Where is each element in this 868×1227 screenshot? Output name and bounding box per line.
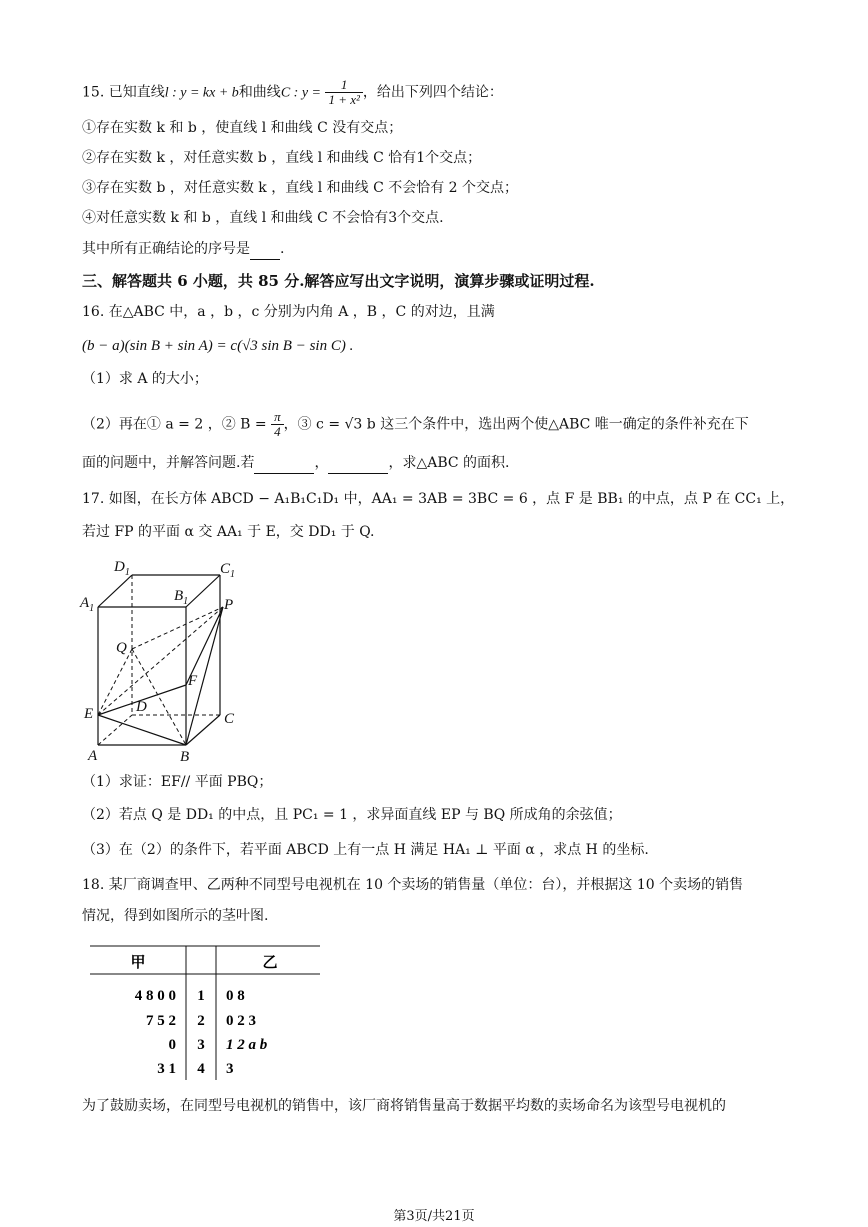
q15-stem-pre: 15. 已知直线 bbox=[82, 84, 165, 101]
q15-frac-num: 1 bbox=[325, 78, 362, 93]
q18-tail: 为了鼓励卖场，在同型号电视机的销售中，该厂商将销售量高于数据平均数的卖场命名为该型号电视机的 bbox=[82, 1098, 726, 1114]
q16-blank-2[interactable] bbox=[328, 453, 388, 474]
label-Q: Q bbox=[116, 640, 127, 656]
row1-left-leaves: 4 8 0 0 bbox=[134, 988, 176, 1004]
q17-part-3: （3）在（2）的条件下，若平面 ABCD 上有一点 H 满足 HA₁ ⊥ 平面 α ，求点 H 的坐标. bbox=[82, 842, 649, 858]
stem-leaf-plot bbox=[90, 940, 330, 1085]
q15-fraction bbox=[325, 78, 362, 107]
edge-AD-hidden bbox=[98, 715, 132, 745]
q15-conclusion-4: ④对任意实数 k 和 b ，直线 l 和曲线 C 不会恰有3个交点. bbox=[82, 210, 444, 226]
q16-frac-den: 4 bbox=[274, 424, 281, 439]
label-P: P bbox=[224, 597, 234, 613]
q16-part-2-line2 bbox=[82, 453, 510, 474]
cuboid-figure bbox=[78, 553, 248, 763]
q16-sep: ， bbox=[314, 455, 329, 471]
row3-stem: 3 bbox=[197, 1037, 205, 1053]
q15-frac-den: 1 + x² bbox=[328, 92, 360, 107]
q15-mid: 和曲线 bbox=[238, 84, 281, 101]
q16-part-2 bbox=[82, 410, 749, 439]
q17-part-2: （2）若点 Q 是 DD₁ 的中点，且 PC₁ = 1 ，求异面直线 EP 与 BQ 所成角的余弦值； bbox=[82, 807, 622, 823]
q15-ask-end: . bbox=[280, 241, 285, 257]
row1-stem: 1 bbox=[197, 988, 205, 1004]
q15-ask bbox=[82, 239, 284, 260]
q15-stem-post: ，给出下列四个结论： bbox=[362, 84, 503, 101]
edge-A1D1 bbox=[98, 575, 132, 607]
label-B1: $B_1$ bbox=[174, 588, 189, 607]
row2-left-leaves: 7 5 2 bbox=[146, 1013, 176, 1029]
q15-curve-expr: C : y = bbox=[280, 85, 321, 101]
q16-stem: 16. 在△ABC 中，a ，b ，c 分别为内角 A ，B ，C 的对边，且满 bbox=[82, 304, 495, 320]
section-3-title: 三、解答题共 6 小题，共 85 分.解答应写出文字说明，演算步骤或证明过程. bbox=[82, 272, 595, 290]
segment-QB-hidden bbox=[132, 649, 186, 745]
q16-p2-pre: （2）再在① a = 2 ，② B = bbox=[82, 416, 267, 433]
page-footer: 第3页/共21页 bbox=[393, 1209, 475, 1224]
row2-stem: 2 bbox=[197, 1013, 205, 1029]
row3-right-leaves: 1 2 a b bbox=[226, 1037, 268, 1053]
label-E: E bbox=[84, 706, 94, 722]
q16-blank-1[interactable] bbox=[254, 453, 314, 474]
label-A: A bbox=[88, 748, 98, 763]
segment-QP-hidden bbox=[132, 607, 223, 649]
row3-left-leaves: 0 bbox=[168, 1037, 176, 1053]
q15-ask-text: 其中所有正确结论的序号是 bbox=[82, 241, 250, 257]
q15-stem bbox=[82, 78, 503, 107]
q16-equation: (b − a)(sin B + sin A) = c(√3 sin B − sin C) . bbox=[82, 338, 354, 354]
row4-left-leaves: 3 1 bbox=[157, 1061, 176, 1077]
segment-EB bbox=[98, 715, 186, 745]
label-C: C bbox=[224, 711, 235, 727]
row1-right-leaves: 0 8 bbox=[226, 988, 245, 1004]
edge-BC bbox=[186, 715, 220, 745]
q18-stem: 18. 某厂商调查甲、乙两种不同型号电视机在 10 个卖场的销售量（单位：台），并根据这 10 个卖场的销售 bbox=[82, 877, 744, 893]
label-F: F bbox=[188, 673, 198, 689]
label-B: B bbox=[180, 749, 190, 763]
q16-fraction bbox=[271, 410, 284, 439]
q15-conclusion-2: ②存在实数 k ，对任意实数 b ，直线 l 和曲线 C 恰有1个交点； bbox=[82, 150, 482, 166]
q18-stem-2: 情况，得到如图所示的茎叶图. bbox=[82, 908, 269, 924]
row4-stem: 4 bbox=[197, 1061, 205, 1077]
q15-conclusion-1: ①存在实数 k 和 b ，使直线 l 和曲线 C 没有交点； bbox=[82, 120, 403, 136]
header-jia: 甲 bbox=[130, 955, 146, 971]
q16-part-1: （1）求 A 的大小； bbox=[82, 371, 208, 387]
label-C1: $C_1$ bbox=[220, 561, 236, 580]
q15-conclusion-3: ③存在实数 b ，对任意实数 k ，直线 l 和曲线 C 不会恰有 2 个交点； bbox=[82, 180, 519, 196]
q15-answer-blank[interactable] bbox=[250, 239, 280, 260]
q17-part-1: （1）求证：EF// 平面 PBQ； bbox=[82, 774, 273, 790]
edge-B1C1 bbox=[186, 575, 220, 607]
q16-frac-num: π bbox=[271, 410, 284, 425]
q17-stem: 17. 如图，在长方体 ABCD − A₁B₁C₁D₁ 中，AA₁ = 3AB = 3BC = 6 ，点 F 是 BB₁ 的中点，点 P 在 CC₁ 上， bbox=[82, 491, 795, 507]
row2-right-leaves: 0 2 3 bbox=[226, 1013, 256, 1029]
label-D1: $D_1$ bbox=[114, 559, 130, 578]
q16-p2-line2-pre: 面的问题中，并解答问题.若 bbox=[82, 455, 255, 471]
row4-right-leaves: 3 bbox=[226, 1061, 234, 1077]
q15-line-expr: l : y = kx + b bbox=[164, 85, 239, 101]
q17-stem-2: 若过 FP 的平面 α 交 AA₁ 于 E，交 DD₁ 于 Q. bbox=[82, 524, 375, 540]
label-D: D bbox=[136, 699, 147, 715]
header-yi: 乙 bbox=[262, 955, 278, 971]
q16-p2-post: ，③ c = √3 b 这三个条件中，选出两个使△ABC 唯一确定的条件补充在下 bbox=[283, 416, 749, 433]
q16-p2-line2-post: ，求△ABC 的面积. bbox=[388, 455, 510, 471]
label-A1: $A_1$ bbox=[80, 595, 95, 614]
